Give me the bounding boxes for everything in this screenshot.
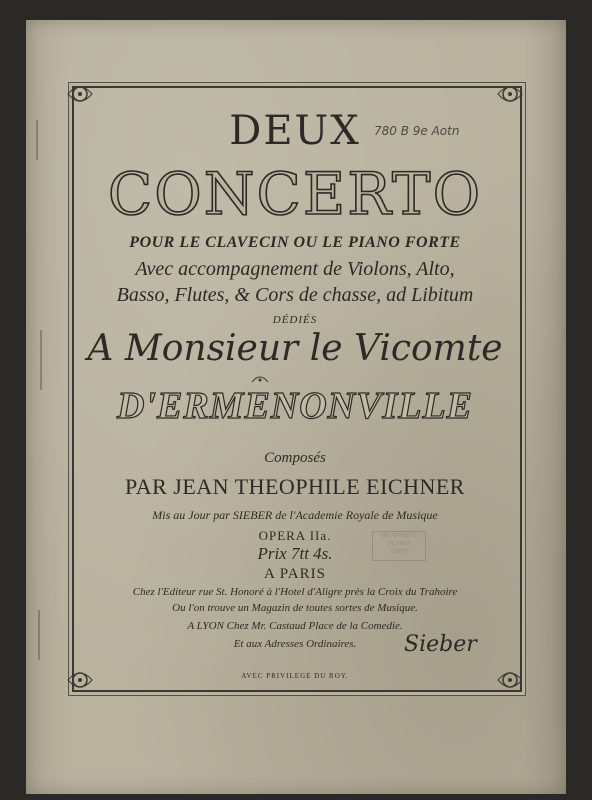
price: Prix 7tt 4s.	[257, 544, 333, 563]
publisher-address-3: A LYON Chez Mr. Castaud Place de la Comedie.	[187, 620, 403, 632]
stamp-line: DE PARIS	[387, 541, 411, 547]
corner-ornament-icon	[64, 78, 96, 110]
corner-ornament-icon	[494, 664, 526, 696]
composer-name: PAR JEAN THEOPHILE EICHNER	[125, 474, 465, 499]
publisher-address-4: Et aux Adresses Ordinaires.	[233, 638, 357, 650]
engraver-line: Mis au Jour par SIEBER de l'Academie Royale de Musique	[152, 508, 438, 522]
corner-ornament-icon	[64, 664, 96, 696]
paper-wear-mark	[40, 330, 42, 390]
title-concerto: CONCERTO	[107, 160, 483, 228]
royal-privilege: AVEC PRIVILEGE DU ROY.	[241, 672, 349, 680]
instrumentation-line-1: POUR LE CLAVECIN OU LE PIANO FORTE	[129, 234, 461, 251]
opus-number: OPERA IIa.	[258, 528, 332, 543]
instrumentation-line-2: Avec accompagnement de Violons, Alto,	[135, 258, 455, 280]
paper-wear-mark	[36, 120, 38, 160]
stamp-line: BIBLIOTHÈQUE	[380, 533, 418, 539]
publisher-address-2: Ou l'on trouve un Magazin de toutes sortes de Musique.	[172, 602, 418, 614]
instrumentation-line-3: Basso, Flutes, & Cors de chasse, ad Libitum	[116, 284, 474, 306]
dedicatee-name: D'ERMENONVILLE	[116, 385, 474, 427]
stamp-line: DÉPÔT	[390, 549, 408, 555]
paper-wear-mark	[38, 610, 40, 660]
title-deux: DEUX	[229, 108, 361, 154]
corner-ornament-icon	[494, 78, 526, 110]
publisher-city: A PARIS	[264, 566, 326, 582]
dedication-line: A Monsieur le Vicomte	[87, 328, 503, 369]
handwritten-shelfmark: 780 B 9e Aotn	[374, 124, 460, 138]
composed-label: Composés	[264, 450, 326, 466]
dedication-label: DÉDIÉS	[272, 314, 318, 326]
handwritten-signature: Sieber	[404, 632, 477, 657]
publisher-address-1: Chez l'Editeur rue St. Honoré à l'Hotel d'Aligre près la Croix du Trahoire	[132, 586, 458, 598]
